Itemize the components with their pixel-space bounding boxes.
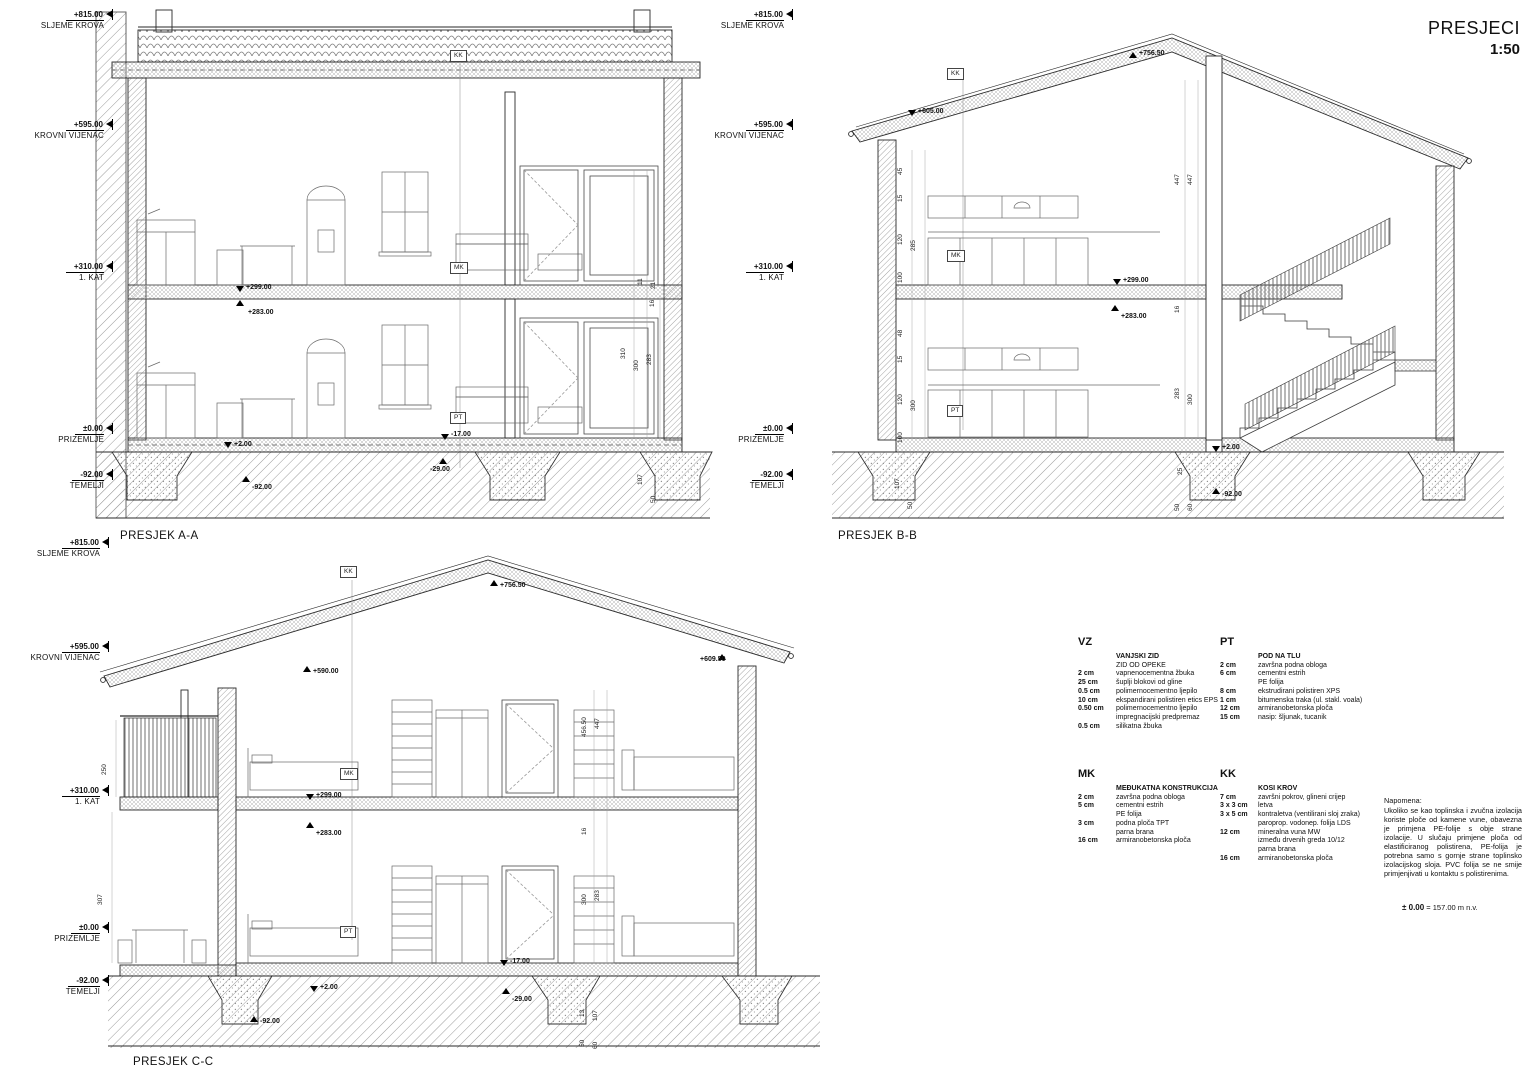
level-label-aa-sljeme: +815.00 SLJEME KROVA: [8, 10, 104, 30]
legend-pt: [1220, 636, 1362, 723]
dim-bb-r-25: 25: [1177, 467, 1184, 475]
dim-bb-r-50: 50: [1174, 503, 1181, 511]
legend-mk: [1078, 768, 1218, 846]
tag-mk-bb: MK: [947, 250, 965, 262]
legend-mk-table: MEĐUKATNA KONSTRUKCIJA 2 cm završna podna obloga 5 cm cementni estrih PE folija 3 cm podna ploča TPT parna brana 16 cm armiranobetonska ploča: [1078, 785, 1218, 845]
legend-kk: [1220, 768, 1360, 863]
sheet-title: [1360, 18, 1520, 58]
elev-bb-floor1-top: +299.00: [1123, 277, 1149, 284]
level-marker-icon: [106, 119, 118, 130]
level-label-aa-vijenac: +595.00 KROVNI VIJENAC: [8, 120, 104, 140]
level-marker-icon: [106, 261, 118, 272]
dim-cc-283: 283: [594, 890, 601, 901]
sheet-title-name: PRESJECI: [1427, 18, 1520, 38]
elev-bb-foundation: -92.00: [1222, 491, 1242, 498]
dim-bb-l-15: 15: [897, 194, 904, 202]
level-label-cc-sljeme: +815.00 SLJEME KROVA: [4, 538, 100, 558]
dim-cc-60: 60: [592, 1041, 599, 1049]
elev-cc-floor1-bottom: +283.00: [316, 830, 342, 837]
elev-cc-ridge: +756.50: [500, 582, 526, 589]
dim-bb-l-50: 50: [907, 501, 914, 509]
elev-bb-eave: +605.00: [918, 108, 944, 115]
dim-bb-l-300: 300: [910, 400, 917, 411]
sheet-title-scale: 1:50: [1489, 41, 1520, 58]
dim-bb-r-16: 16: [1174, 305, 1181, 313]
elev-cc-eave-left: +590.00: [313, 668, 339, 675]
dim-aa-300: 300: [633, 360, 640, 371]
level-marker-icon: [106, 469, 118, 480]
tag-kk-bb: KK: [947, 68, 964, 80]
dim-bb-l-120b: 120: [897, 394, 904, 405]
level-label-aa-prizemlje: ±0.00 PRIZEMLJE: [8, 424, 104, 444]
dim-aa-283: 283: [646, 354, 653, 365]
level-marker-icon: [106, 9, 118, 20]
elev-cc-plinth: +2.00: [320, 984, 338, 991]
dim-cc-300: 300: [581, 894, 588, 905]
elev-cc-slab-top: -17.00: [510, 958, 530, 965]
tag-mk-cc: MK: [340, 768, 358, 780]
elev-bb-ridge: +756.50: [1139, 50, 1165, 57]
level-label-bb-vijenac: +595.00 KROVNI VIJENAC: [688, 120, 784, 140]
level-label-aa-temelji: -92.00 TEMELJI: [8, 470, 104, 490]
dim-bb-r-300: 300: [1187, 394, 1194, 405]
legend-mk-code: MK: [1078, 768, 1096, 780]
level-marker-icon: [786, 469, 798, 480]
level-marker-icon: [102, 922, 114, 933]
elev-aa-plinth: +2.00: [234, 441, 252, 448]
elev-aa-floor1-bottom: +283.00: [248, 309, 274, 316]
legend-vz-code: VZ: [1078, 636, 1093, 648]
dim-aa-107: 107: [637, 474, 644, 485]
dim-aa-16: 16: [649, 299, 656, 307]
section-title-aa: PRESJEK A-A: [120, 530, 199, 542]
elev-aa-floor1-top: +299.00: [246, 284, 272, 291]
dim-bb-l-120: 120: [897, 234, 904, 245]
section-title-bb: PRESJEK B-B: [838, 530, 918, 542]
tag-kk-cc: KK: [340, 566, 357, 578]
tag-pt-aa: PT: [450, 412, 466, 424]
elev-aa-slab-bottom: -29.00: [430, 466, 450, 473]
elev-cc-foundation: -92.00: [260, 1018, 280, 1025]
datum-note: ± 0.00 = 157.00 m n.v.: [1402, 903, 1478, 912]
dim-cc-16: 16: [581, 827, 588, 835]
dim-cc-250: 250: [101, 764, 108, 775]
dim-bb-l-48: 48: [897, 329, 904, 337]
dim-bb-r-447a: 447: [1174, 174, 1181, 185]
elev-cc-floor1-top: +299.00: [316, 792, 342, 799]
legend-pt-table: POD NA TLU 2 cm završna podna obloga 6 cm cementni estrih PE folija 8 cm ekstrudirani polistiren XPS 1 cm bitumenska traka (ul. stakl. voala) 12 cm armiranobetonska ploča 15 cm nasip: šljunak, tucanik: [1220, 653, 1363, 721]
tag-pt-cc: PT: [340, 926, 356, 938]
dim-bb-l-100b: 100: [897, 432, 904, 443]
legend-vz: [1078, 636, 1218, 731]
note-block: [1384, 796, 1522, 878]
elev-aa-foundation: -92.00: [252, 484, 272, 491]
dim-bb-l-285: 285: [910, 240, 917, 251]
dim-bb-l-100: 100: [897, 272, 904, 283]
dim-cc-307: 307: [97, 894, 104, 905]
level-marker-icon: [102, 537, 114, 548]
level-label-bb-sljeme: +815.00 SLJEME KROVA: [688, 10, 784, 30]
dim-aa-21: 21: [650, 281, 657, 289]
elev-bb-plinth: +2.00: [1222, 444, 1240, 451]
dim-bb-l-15b: 15: [897, 355, 904, 363]
level-marker-icon: [102, 641, 114, 652]
dim-bb-r-283: 283: [1174, 388, 1181, 399]
dim-bb-l-107: 107: [894, 478, 901, 489]
elev-cc-slab-bottom: -29.00: [512, 996, 532, 1003]
level-marker-icon: [786, 261, 798, 272]
level-marker-icon: [786, 119, 798, 130]
dim-bb-r-447b: 447: [1187, 174, 1194, 185]
level-marker-icon: [102, 785, 114, 796]
level-marker-icon: [786, 423, 798, 434]
dim-cc-50: 50: [579, 1039, 586, 1047]
legend-kk-code: KK: [1220, 768, 1236, 780]
legend-pt-code: PT: [1220, 636, 1235, 648]
level-marker-icon: [102, 975, 114, 986]
dim-cc-45650: 456.50: [581, 717, 588, 737]
level-label-bb-prizemlje: ±0.00 PRIZEMLJE: [688, 424, 784, 444]
level-label-bb-kat: +310.00 1. KAT: [688, 262, 784, 282]
dim-cc-447: 447: [594, 718, 601, 729]
dim-bb-l-45: 45: [897, 167, 904, 175]
level-marker-icon: [786, 9, 798, 20]
note-title: Napomena:: [1384, 796, 1422, 805]
section-title-cc: PRESJEK C-C: [133, 1056, 214, 1068]
level-marker-icon: [106, 423, 118, 434]
level-label-cc-kat: +310.00 1. KAT: [4, 786, 100, 806]
dim-aa-310: 310: [620, 348, 627, 359]
elev-bb-floor1-bottom: +283.00: [1121, 313, 1147, 320]
elev-aa-slab-top: -17.00: [451, 431, 471, 438]
level-label-cc-prizemlje: ±0.00 PRIZEMLJE: [4, 923, 100, 943]
tag-mk-aa: MK: [450, 262, 468, 274]
elev-cc-eave-right: +609.50: [700, 656, 726, 663]
dim-cc-13: 13: [579, 1009, 586, 1017]
legend-kk-table: KOSI KROV 7 cm završni pokrov, glineni crijep 3 x 3 cm letva 3 x 5 cm kontraletva (ventilirani sloj zraka) paroprop. vodonep. folija LDS 12 cm mineralna vuna MW između drvenih greda 10/12 parna brana 16 cm armiranobetonska ploča: [1220, 785, 1360, 862]
note-text: Ukoliko se kao toplinska i zvučna izolacija koriste ploče od kamene vune, obavezna je primjena PE-folije s obje strane izolacije. U slučaju primjene ploča od elastificiranog polistirena, PE-folija je potrebna samo s gornje strane toplinsko izolacijskog sloja. PVC folija se ne smije primjenjivati u kontaktu s polistirenima.: [1384, 806, 1522, 878]
dim-aa-50: 50: [650, 495, 657, 503]
dim-aa-11: 11: [637, 278, 644, 285]
level-label-cc-vijenac: +595.00 KROVNI VIJENAC: [4, 642, 100, 662]
level-label-bb-temelji: -92.00 TEMELJI: [688, 470, 784, 490]
level-label-aa-kat: +310.00 1. KAT: [8, 262, 104, 282]
dim-bb-r-60: 60: [1187, 503, 1194, 511]
tag-kk-aa: KK: [450, 50, 467, 62]
tag-pt-bb: PT: [947, 405, 963, 417]
dim-cc-107: 107: [592, 1010, 599, 1021]
legend-vz-table: VANJSKI ZID ZID OD OPEKE 2 cm vapnenocementna žbuka 25 cm šuplji blokovi od gline 0.5 cm polimernocementno ljepilo 10 cm ekspandirani polistiren etics EPS 0.50 cm polimernocementno ljepilo impregnacijski predpremaz 0.5 cm silikatna žbuka: [1078, 653, 1218, 730]
level-label-cc-temelji: -92.00 TEMELJI: [4, 976, 100, 996]
